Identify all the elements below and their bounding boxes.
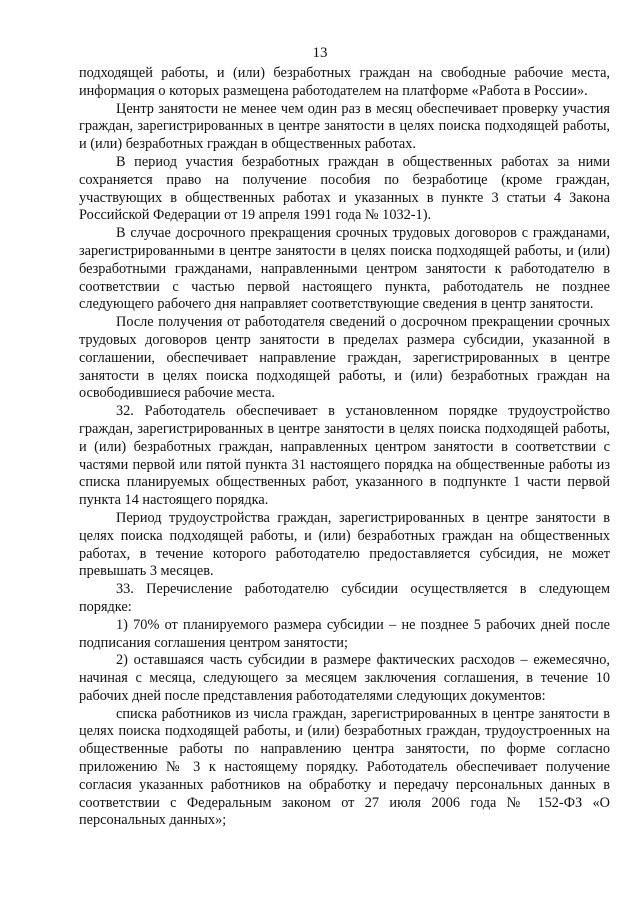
paragraph-11: списка работников из числа граждан, зарегистрированных в центре занятости в целях поиска подходящей работы, и (или) безработных граждан, трудоустроенных на общественные работы по направлению центра занятости, по форме согласно приложению № 3 к настоящему порядку. Работодатель обеспечивает получение согласия указанных работников на обработку и передачу персональных данных в соответствии с Федеральным законом от 27 июля 2006 года № 152-ФЗ «О персональных данных»; (79, 705, 610, 829)
paragraph-3: В период участия безработных граждан в общественных работах за ними сохраняется право на получение пособия по безработице (кроме граждан, участвующих в общественных работах и указанных в пункте 3 статьи 4 Закона Российской Федерации от 19 апреля 1991 года № 1032-1). (79, 153, 610, 224)
paragraph-6: 32. Работодатель обеспечивает в установленном порядке трудоустройство граждан, зарегистрированных в центре занятости в целях поиска подходящей работы, и (или) безработных граждан, направленных центром занятости в соответствии с частями первой или пятой пункта 31 настоящего порядка на общественные работы из списка планируемых общественных работ, указанного в подпункте 1 части первой пункта 14 настоящего порядка. (79, 403, 610, 509)
paragraph-1: подходящей работы, и (или) безработных граждан на свободные рабочие места, информация о которых размещена работодателем на платформе «Работа в России». (79, 65, 610, 99)
paragraph-9: 1) 70% от планируемого размера субсидии – не позднее 5 рабочих дней после подписания соглашения центром занятости; (79, 616, 610, 651)
paragraph-7: Период трудоустройства граждан, зарегистрированных в центре занятости в целях поиска подходящей работы, и (или) безработных граждан на общественных работах, в течение которого работодателю предоставляется субсидия, не может превышать 3 месяцев. (79, 509, 610, 580)
paragraph-10: 2) оставшаяся часть субсидии в размере фактических расходов – ежемесячно, начиная с месяца, следующего за месяцем заключения соглашения, в течение 10 рабочих дней после представления работодателями следующих документов: (79, 652, 610, 704)
paragraph-4: В случае досрочного прекращения срочных трудовых договоров с гражданами, зарегистрированными в центре занятости в целях поиска подходящей работы, и (или) безработными гражданами, направленными центром занятости к работодателю в соответствии с частью первой настоящего пункта, работодатель не позднее следующего рабочего дня направляет соответствующие сведения в центр занятости. (79, 225, 610, 313)
page-number: 13 (312, 45, 328, 61)
paragraph-5: После получения от работодателя сведений о досрочном прекращении срочных трудовых договоров центр занятости в пределах размера субсидии, указанной в соглашении, обеспечивает направление граждан, зарегистрированных в центре занятости в целях поиска подходящей работы, и (или) безработных граждан на освободившиеся рабочие места. (79, 314, 610, 402)
paragraph-8: 33. Перечисление работодателю субсидии осуществляется в следующем порядке: (79, 581, 610, 615)
document-body (79, 65, 610, 830)
paragraph-2: Центр занятости не менее чем один раз в месяц обеспечивает проверку участия граждан, зарегистрированных в центре занятости в целях поиска подходящей работы, и (или) безработных граждан в общественных работах. (79, 100, 610, 153)
